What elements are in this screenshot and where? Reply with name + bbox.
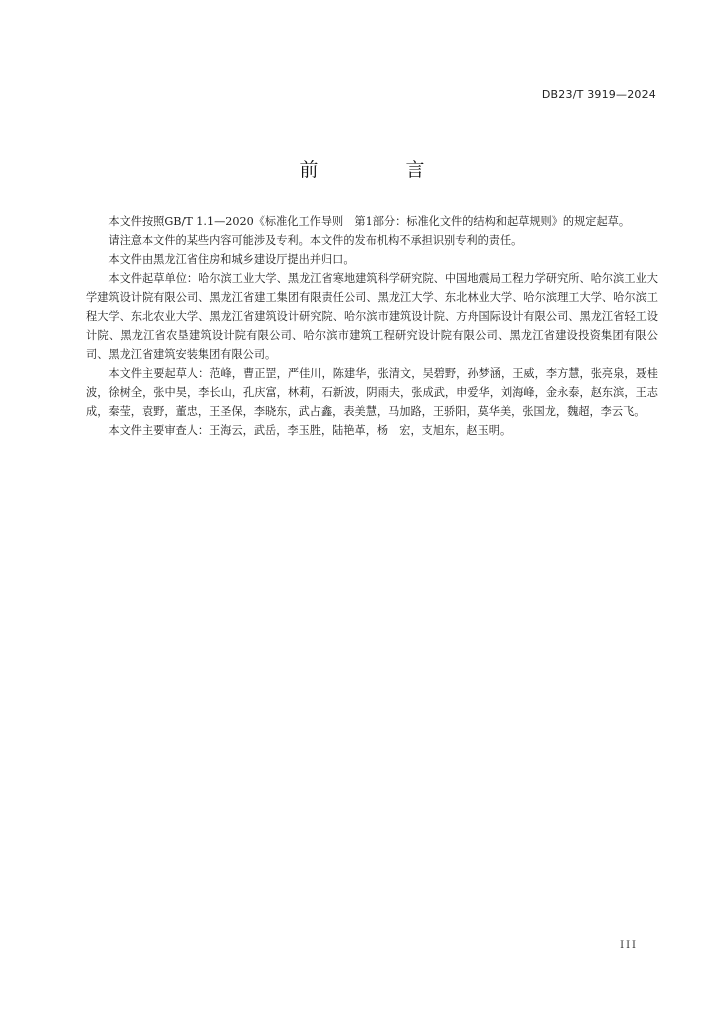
page-title: 前 言	[299, 159, 459, 181]
page-number: III	[620, 940, 638, 951]
document-code: DB23/T 3919—2024	[541, 88, 656, 101]
paragraph-main-reviewers: 本文件主要审查人：王海云，武岳，李玉胜，陆艳革，杨 宏，支旭东，赵玉明。	[108, 424, 512, 437]
foreword-body	[86, 212, 658, 440]
paragraph-patent-notice: 请注意本文件的某些内容可能涉及专利。本文件的发布机构不承担识别专利的责任。	[108, 234, 523, 247]
paragraph-main-drafters: 本文件主要起草人：范峰，曹正罡，严佳川，陈建华，张清文，吴碧野，孙梦涵，王威，李方慧，张亮泉，聂桂波，徐树全，张中昊，李长山，孔庆富，林莉，石新波，阴雨夫，张成武，申爱华，刘海峰，金永泰，赵东滨，王志成，秦莹，袁野，董忠，王圣保，李晓东，武占鑫，表美慧，马加路，王骄阳，莫华美，张国龙，魏超，李云飞。	[86, 367, 658, 418]
paragraph-proposer: 本文件由黑龙江省住房和城乡建设厅提出并归口。	[108, 253, 355, 266]
paragraph-drafting-basis: 本文件按照GB/T 1.1—2020《标准化工作导则 第1部分：标准化文件的结构和起草规则》的规定起草。	[108, 215, 631, 228]
paragraph-drafting-units: 本文件起草单位：哈尔滨工业大学、黑龙江省寒地建筑科学研究院、中国地震局工程力学研究所、哈尔滨工业大学建筑设计院有限公司、黑龙江省建工集团有限责任公司、黑龙江大学、东北林业大学、哈尔滨理工大学、哈尔滨工程大学、东北农业大学、黑龙江省建筑设计研究院、哈尔滨市建筑设计院、方舟国际设计有限公司、黑龙江省轻工设计院、黑龙江省农垦建筑设计院有限公司、哈尔滨市建筑工程研究设计院有限公司、黑龙江省建设投资集团有限公司、黑龙江省建筑安装集团有限公司。	[86, 272, 658, 361]
